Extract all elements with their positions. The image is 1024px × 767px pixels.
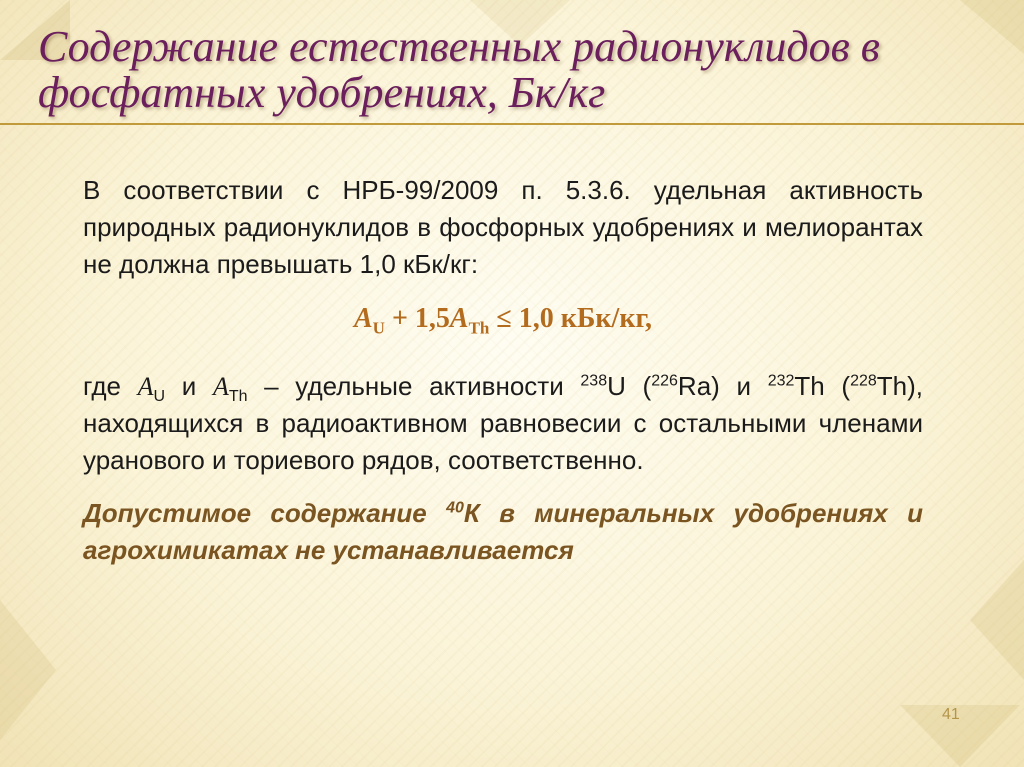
- decorative-triangle: [0, 600, 56, 740]
- formula-subscript-th: Th: [468, 318, 490, 338]
- definition-thorium: Th (: [794, 370, 851, 401]
- formula-tail: ≤ 1,0 кБк/кг,: [489, 303, 653, 334]
- definition-subscript-u: U: [153, 387, 166, 405]
- isotope-mass-40: 40: [446, 498, 464, 516]
- formula-a-symbol: A: [449, 303, 469, 334]
- isotope-mass-238: 238: [580, 371, 608, 389]
- isotope-mass-228: 228: [850, 371, 877, 389]
- norm-paragraph: В соответствии с НРБ-99/2009 п. 5.3.6. удельная активность природных радионуклидов в фосфорных удобрениях и мелиорантах не должна превышать 1,0 кБк/кг:: [83, 175, 923, 279]
- decorative-triangle: [900, 705, 1020, 767]
- slide-title-line-2: фосфатных удобрениях, Бк/кг: [38, 68, 606, 117]
- definition-radium: Ra) и: [677, 370, 768, 401]
- formula-middle: + 1,5: [384, 303, 450, 334]
- definition-a-symbol: A: [212, 371, 229, 401]
- formula-subscript-u: U: [372, 318, 385, 338]
- definition-subscript-th: Th: [228, 387, 248, 405]
- definition-a-symbol: A: [137, 371, 154, 401]
- slide-body: [83, 172, 923, 569]
- definition-text: – удельные активности: [247, 370, 581, 401]
- definition-paragraph: [83, 368, 923, 479]
- definition-lead: где: [83, 370, 138, 401]
- note-rest: К в минеральных удобрениях и агрохимикатах не устанавливается: [83, 497, 923, 565]
- activity-formula: [83, 300, 923, 348]
- potassium-note: [83, 495, 923, 569]
- slide-title: [38, 24, 1018, 116]
- definition-uranium: U (: [607, 370, 652, 401]
- isotope-mass-226: 226: [651, 371, 678, 389]
- definition-and: и: [165, 370, 213, 401]
- note-lead: Допустимое содержание: [83, 497, 447, 528]
- slide-title-line-1: Содержание естественных радионуклидов в: [38, 22, 880, 71]
- definition-rest: Th), находящихся в радиоактивном равновесии с остальными членами уранового и ториевого рядов, соответственно.: [83, 370, 923, 475]
- slide-number: 41: [942, 706, 960, 723]
- title-underline: [0, 123, 1024, 125]
- formula-a-symbol: A: [353, 303, 373, 334]
- isotope-mass-232: 232: [767, 371, 795, 389]
- decorative-triangle: [970, 560, 1024, 680]
